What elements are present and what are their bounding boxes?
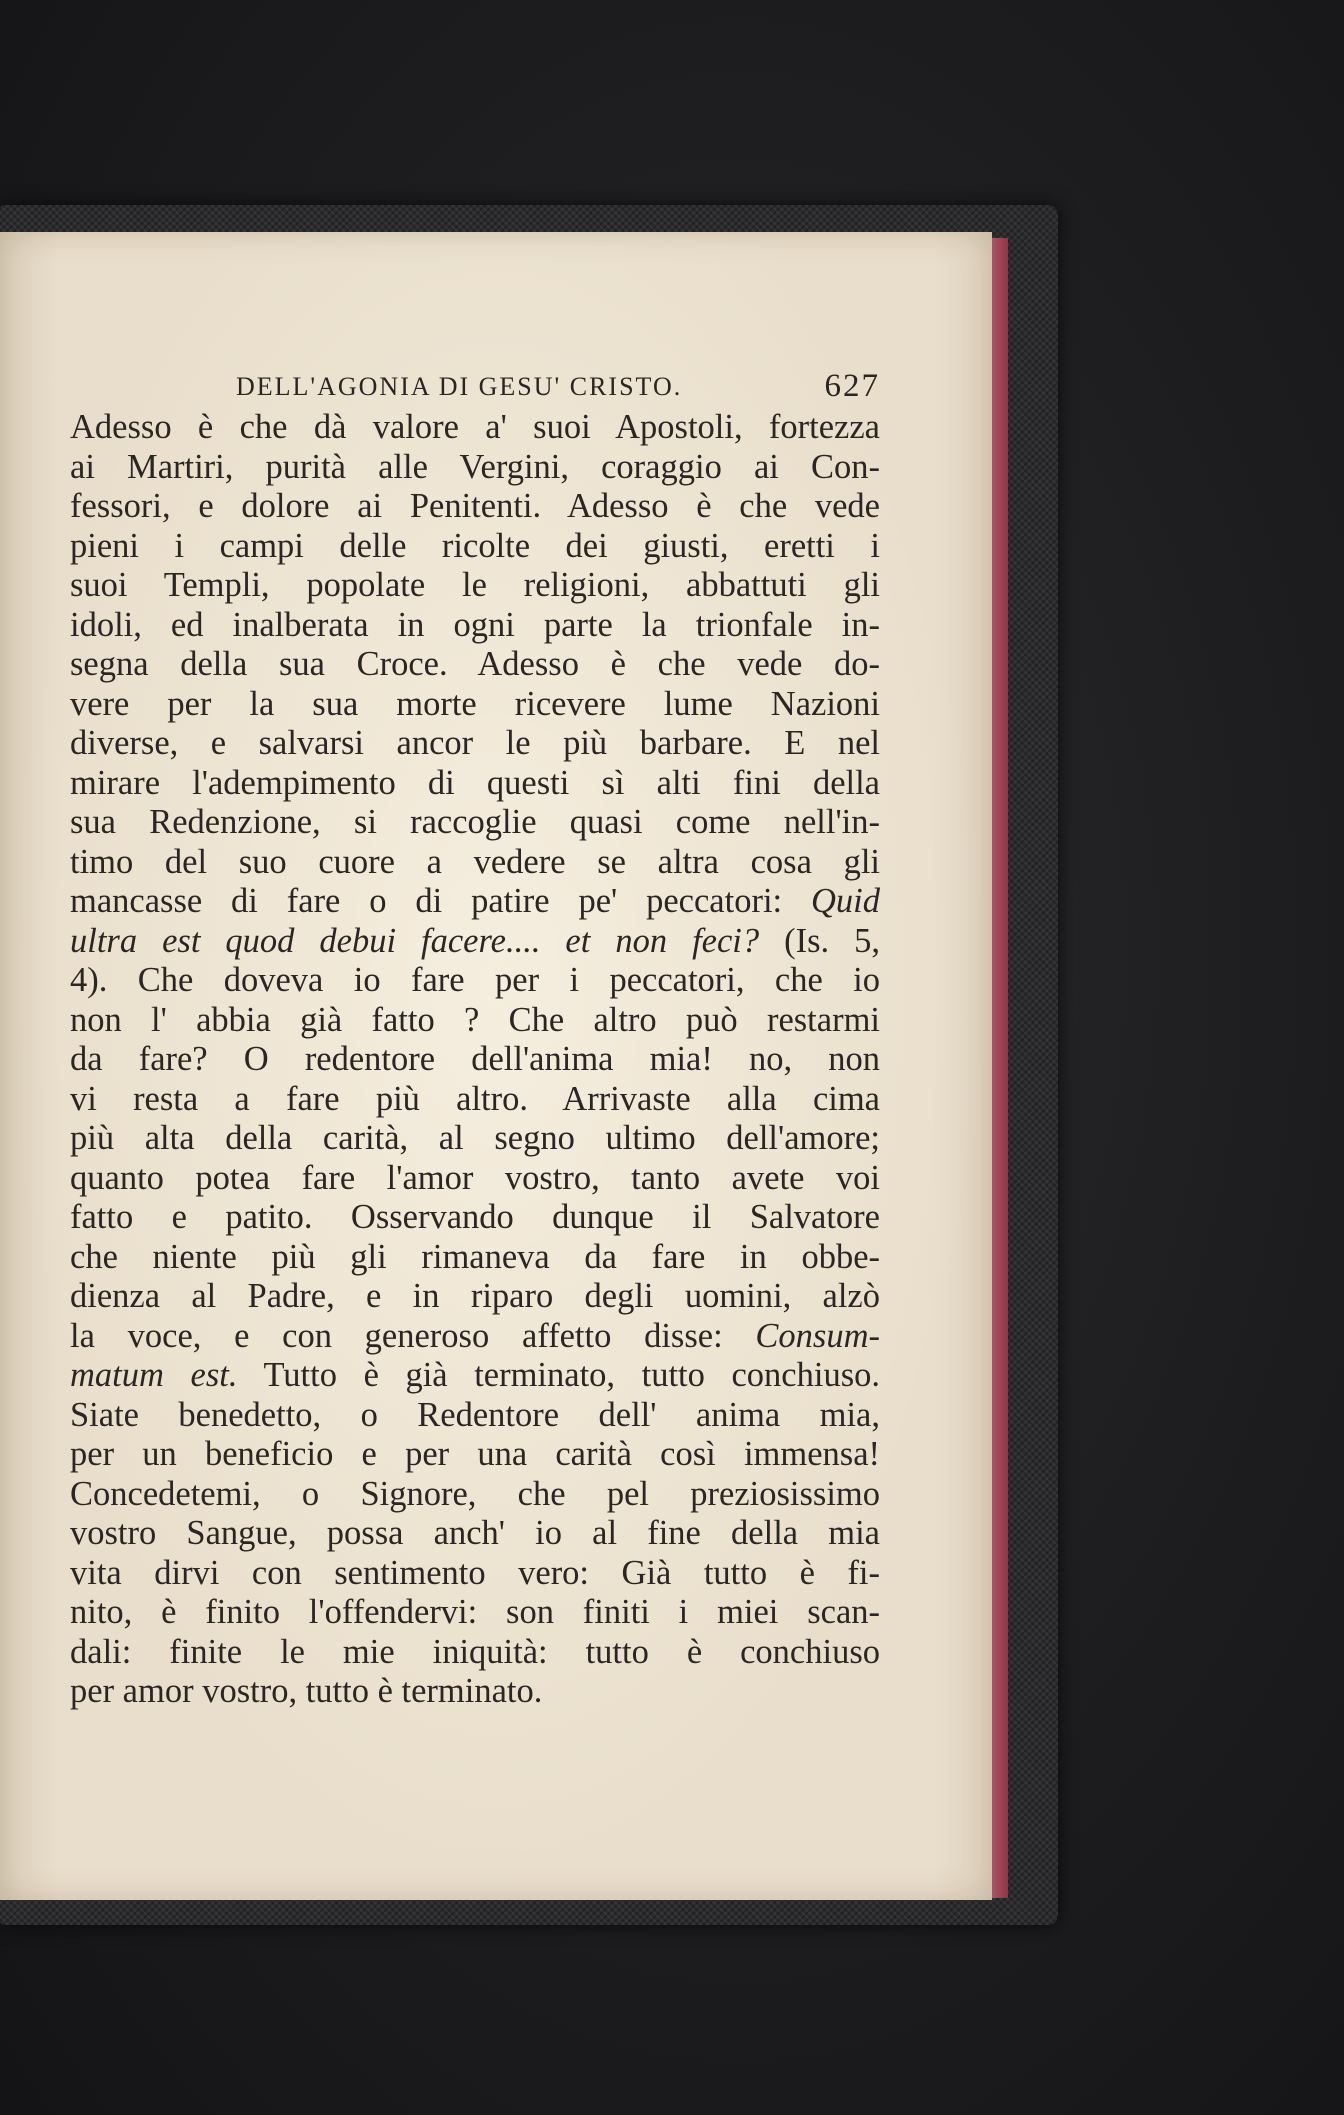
text-segment: Adesso è che dà valore a' suoi Apostoli, fortezza xyxy=(70,408,880,446)
text-line xyxy=(70,1633,880,1673)
text-segment: vita dirvi con sentimento vero: Già tutto è fi- xyxy=(70,1553,880,1592)
text-segment: mancasse di fare o di patire pe' peccatori: xyxy=(70,882,811,920)
text-segment: idoli, ed inalberata in ogni parte la trionfale in- xyxy=(70,605,880,644)
text-line xyxy=(70,1238,880,1278)
text-segment: segna della sua Croce. Adesso è che vede do- xyxy=(70,645,880,683)
text-line xyxy=(70,566,880,606)
text-segment: ai Martiri, purità alle Vergini, coraggio ai Con- xyxy=(70,447,880,486)
text-segment: non l' abbia già fatto ? Che altro può restarmi xyxy=(70,1000,880,1039)
text-segment: fatto e patito. Osservando dunque il Salvatore xyxy=(70,1198,880,1236)
text-segment: per un beneficio e per una carità così immensa! xyxy=(70,1435,880,1473)
text-line xyxy=(70,1396,880,1436)
text-segment: 4). Che doveva io fare per i peccatori, che io xyxy=(70,961,880,999)
italic-text-segment: matum est. xyxy=(70,1356,238,1394)
text-segment: Concedetemi, o Signore, che pel preziosissimo xyxy=(70,1474,880,1513)
text-line xyxy=(70,1514,880,1554)
text-line xyxy=(70,843,880,883)
page-number: 627 xyxy=(824,368,880,404)
text-line xyxy=(70,961,880,1001)
text-segment: dali: finite le mie iniquità: tutto è conchiuso xyxy=(70,1632,880,1671)
text-segment: dienza al Padre, e in riparo degli uomini, alzò xyxy=(70,1277,880,1315)
running-head: DELL'AGONIA DI GESU' CRISTO. xyxy=(236,372,683,401)
text-line xyxy=(70,922,880,962)
text-segment: sua Redenzione, si raccoglie quasi come nell'in- xyxy=(70,803,880,841)
text-line xyxy=(70,882,880,922)
text-segment: da fare? O redentore dell'anima mia! no, non xyxy=(70,1040,880,1078)
text-segment: Tutto è già terminato, tutto conchiuso. xyxy=(237,1356,880,1394)
italic-text-segment: Quid xyxy=(811,882,880,920)
text-segment: (Is. 5, xyxy=(759,921,880,960)
text-line xyxy=(70,1198,880,1238)
text-line xyxy=(70,408,880,448)
text-line xyxy=(70,606,880,646)
text-line xyxy=(70,685,880,725)
text-segment: vi resta a fare più altro. Arrivaste alla cima xyxy=(70,1079,880,1118)
text-segment: vere per la sua morte ricevere lume Nazioni xyxy=(70,684,880,723)
text-line xyxy=(70,1317,880,1357)
text-segment: pieni i campi delle ricolte dei giusti, eretti i xyxy=(70,526,880,565)
text-line xyxy=(70,1554,880,1594)
italic-text-segment: Consum- xyxy=(755,1316,880,1355)
text-segment: mirare l'adempimento di questi sì alti fini della xyxy=(70,763,880,802)
text-line xyxy=(70,1593,880,1633)
text-line xyxy=(70,1159,880,1199)
text-line xyxy=(70,1040,880,1080)
page-header xyxy=(236,368,880,408)
body-text xyxy=(70,408,880,1712)
text-line xyxy=(70,645,880,685)
text-line xyxy=(70,803,880,843)
text-segment: fessori, e dolore ai Penitenti. Adesso è che vede xyxy=(70,487,880,525)
text-line xyxy=(70,1080,880,1120)
text-line xyxy=(70,1672,880,1712)
text-line xyxy=(70,1277,880,1317)
text-line xyxy=(70,1356,880,1396)
text-segment: diverse, e salvarsi ancor le più barbare. E nel xyxy=(70,724,880,762)
text-line xyxy=(70,764,880,804)
text-line xyxy=(70,487,880,527)
text-segment: quanto potea fare l'amor vostro, tanto avete voi xyxy=(70,1158,880,1197)
text-line xyxy=(70,724,880,764)
text-line xyxy=(70,1475,880,1515)
text-line xyxy=(70,1119,880,1159)
text-line xyxy=(70,527,880,567)
text-segment: nito, è finito l'offendervi: son finiti i miei scan- xyxy=(70,1593,880,1631)
text-line xyxy=(70,448,880,488)
italic-text-segment: ultra est quod debui facere.... et non feci? xyxy=(70,921,760,960)
text-segment: che niente più gli rimaneva da fare in obbe- xyxy=(70,1237,880,1276)
text-segment: Siate benedetto, o Redentore dell' anima mia, xyxy=(70,1395,880,1434)
text-line xyxy=(70,1001,880,1041)
text-segment: per amor vostro, tutto è terminato. xyxy=(70,1672,543,1710)
text-segment: timo del suo cuore a vedere se altra cosa gli xyxy=(70,842,880,881)
text-segment: la voce, e con generoso affetto disse: xyxy=(70,1316,756,1355)
text-line xyxy=(70,1435,880,1475)
text-segment: suoi Templi, popolate le religioni, abbattuti gli xyxy=(70,566,880,604)
text-segment: vostro Sangue, possa anch' io al fine della mia xyxy=(70,1514,880,1552)
text-segment: più alta della carità, al segno ultimo dell'amore; xyxy=(70,1119,880,1157)
